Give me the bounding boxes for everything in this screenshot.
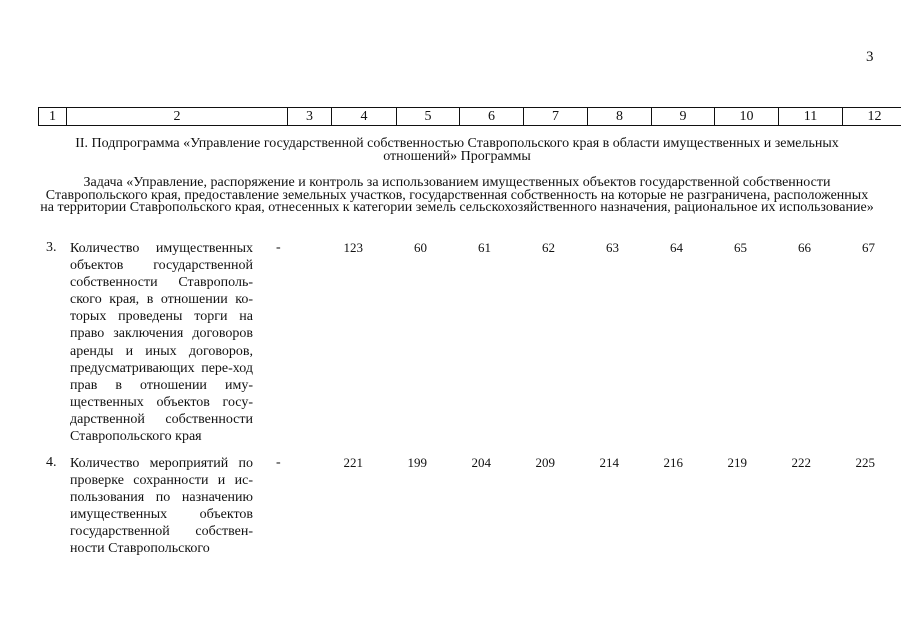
value-cell: 209: [535, 455, 555, 470]
column-header-cell: 8: [588, 108, 652, 126]
column-header-cell: 2: [67, 108, 288, 126]
page-number: 3: [866, 49, 874, 65]
value-cell: 60: [414, 240, 427, 255]
indicator-text: Количество имущественных объектов государственной собственности Ставрополь-ского края, в отношении ко-торых проведены торги на право заключения договоров аренды и иных договоров, предусматривающих пере-ход прав в отношении иму-щественных объектов госу-дарственной собственности Ставропольского края: [70, 241, 253, 445]
column-header-table: [38, 107, 901, 126]
row-number: 4.: [46, 455, 57, 470]
column-header-cell: 11: [779, 108, 843, 126]
value-cell: 204: [471, 455, 491, 470]
value-cell: 222: [791, 455, 811, 470]
value-cell: 216: [663, 455, 683, 470]
column-header-cell: 5: [397, 108, 460, 126]
indicator-text: Количество мероприятий по проверке сохранности и ис-пользования по назначению имущественных объектов государственной собствен-ности Ставропольского: [70, 456, 253, 557]
column-header-cell: 1: [39, 108, 67, 126]
value-cell: 221: [343, 455, 363, 470]
value-cell: 61: [478, 240, 491, 255]
column-header-cell: 10: [715, 108, 779, 126]
column-header-row: [39, 108, 901, 126]
value-cell: 219: [727, 455, 747, 470]
column-header-cell: 9: [652, 108, 715, 126]
value-cell: 65: [734, 240, 747, 255]
task-title: Задача «Управление, распоряжение и контроль за использованием имущественных объектов государственной собственности Ставропольского края, предоставление земельных участков, государственная собственность на которые не разграничена, расположенных на территории Ставропольского края, отнесенных к категории земель сельскохозяйственного назначения, рациональное их использование»: [40, 175, 874, 215]
column-header-cell: 6: [460, 108, 524, 126]
column-header-cell: 4: [332, 108, 397, 126]
column-header-cell: 3: [288, 108, 332, 126]
value-cell: 62: [542, 240, 555, 255]
unit-cell: -: [276, 455, 281, 470]
value-cell: 199: [407, 455, 427, 470]
column-header-cell: 7: [524, 108, 588, 126]
value-cell: 123: [343, 240, 363, 255]
value-cell: 225: [855, 455, 875, 470]
row-number: 3.: [46, 240, 57, 255]
subprogram-title: II. Подпрограмма «Управление государственной собственностью Ставропольского края в области имущественных и земельных отношений» Программы: [75, 136, 839, 164]
value-cell: 63: [606, 240, 619, 255]
value-cell: 214: [599, 455, 619, 470]
value-cell: 66: [798, 240, 811, 255]
column-header-cell: 12: [843, 108, 901, 126]
value-cell: 67: [862, 240, 875, 255]
value-cell: 64: [670, 240, 683, 255]
unit-cell: -: [276, 240, 281, 255]
